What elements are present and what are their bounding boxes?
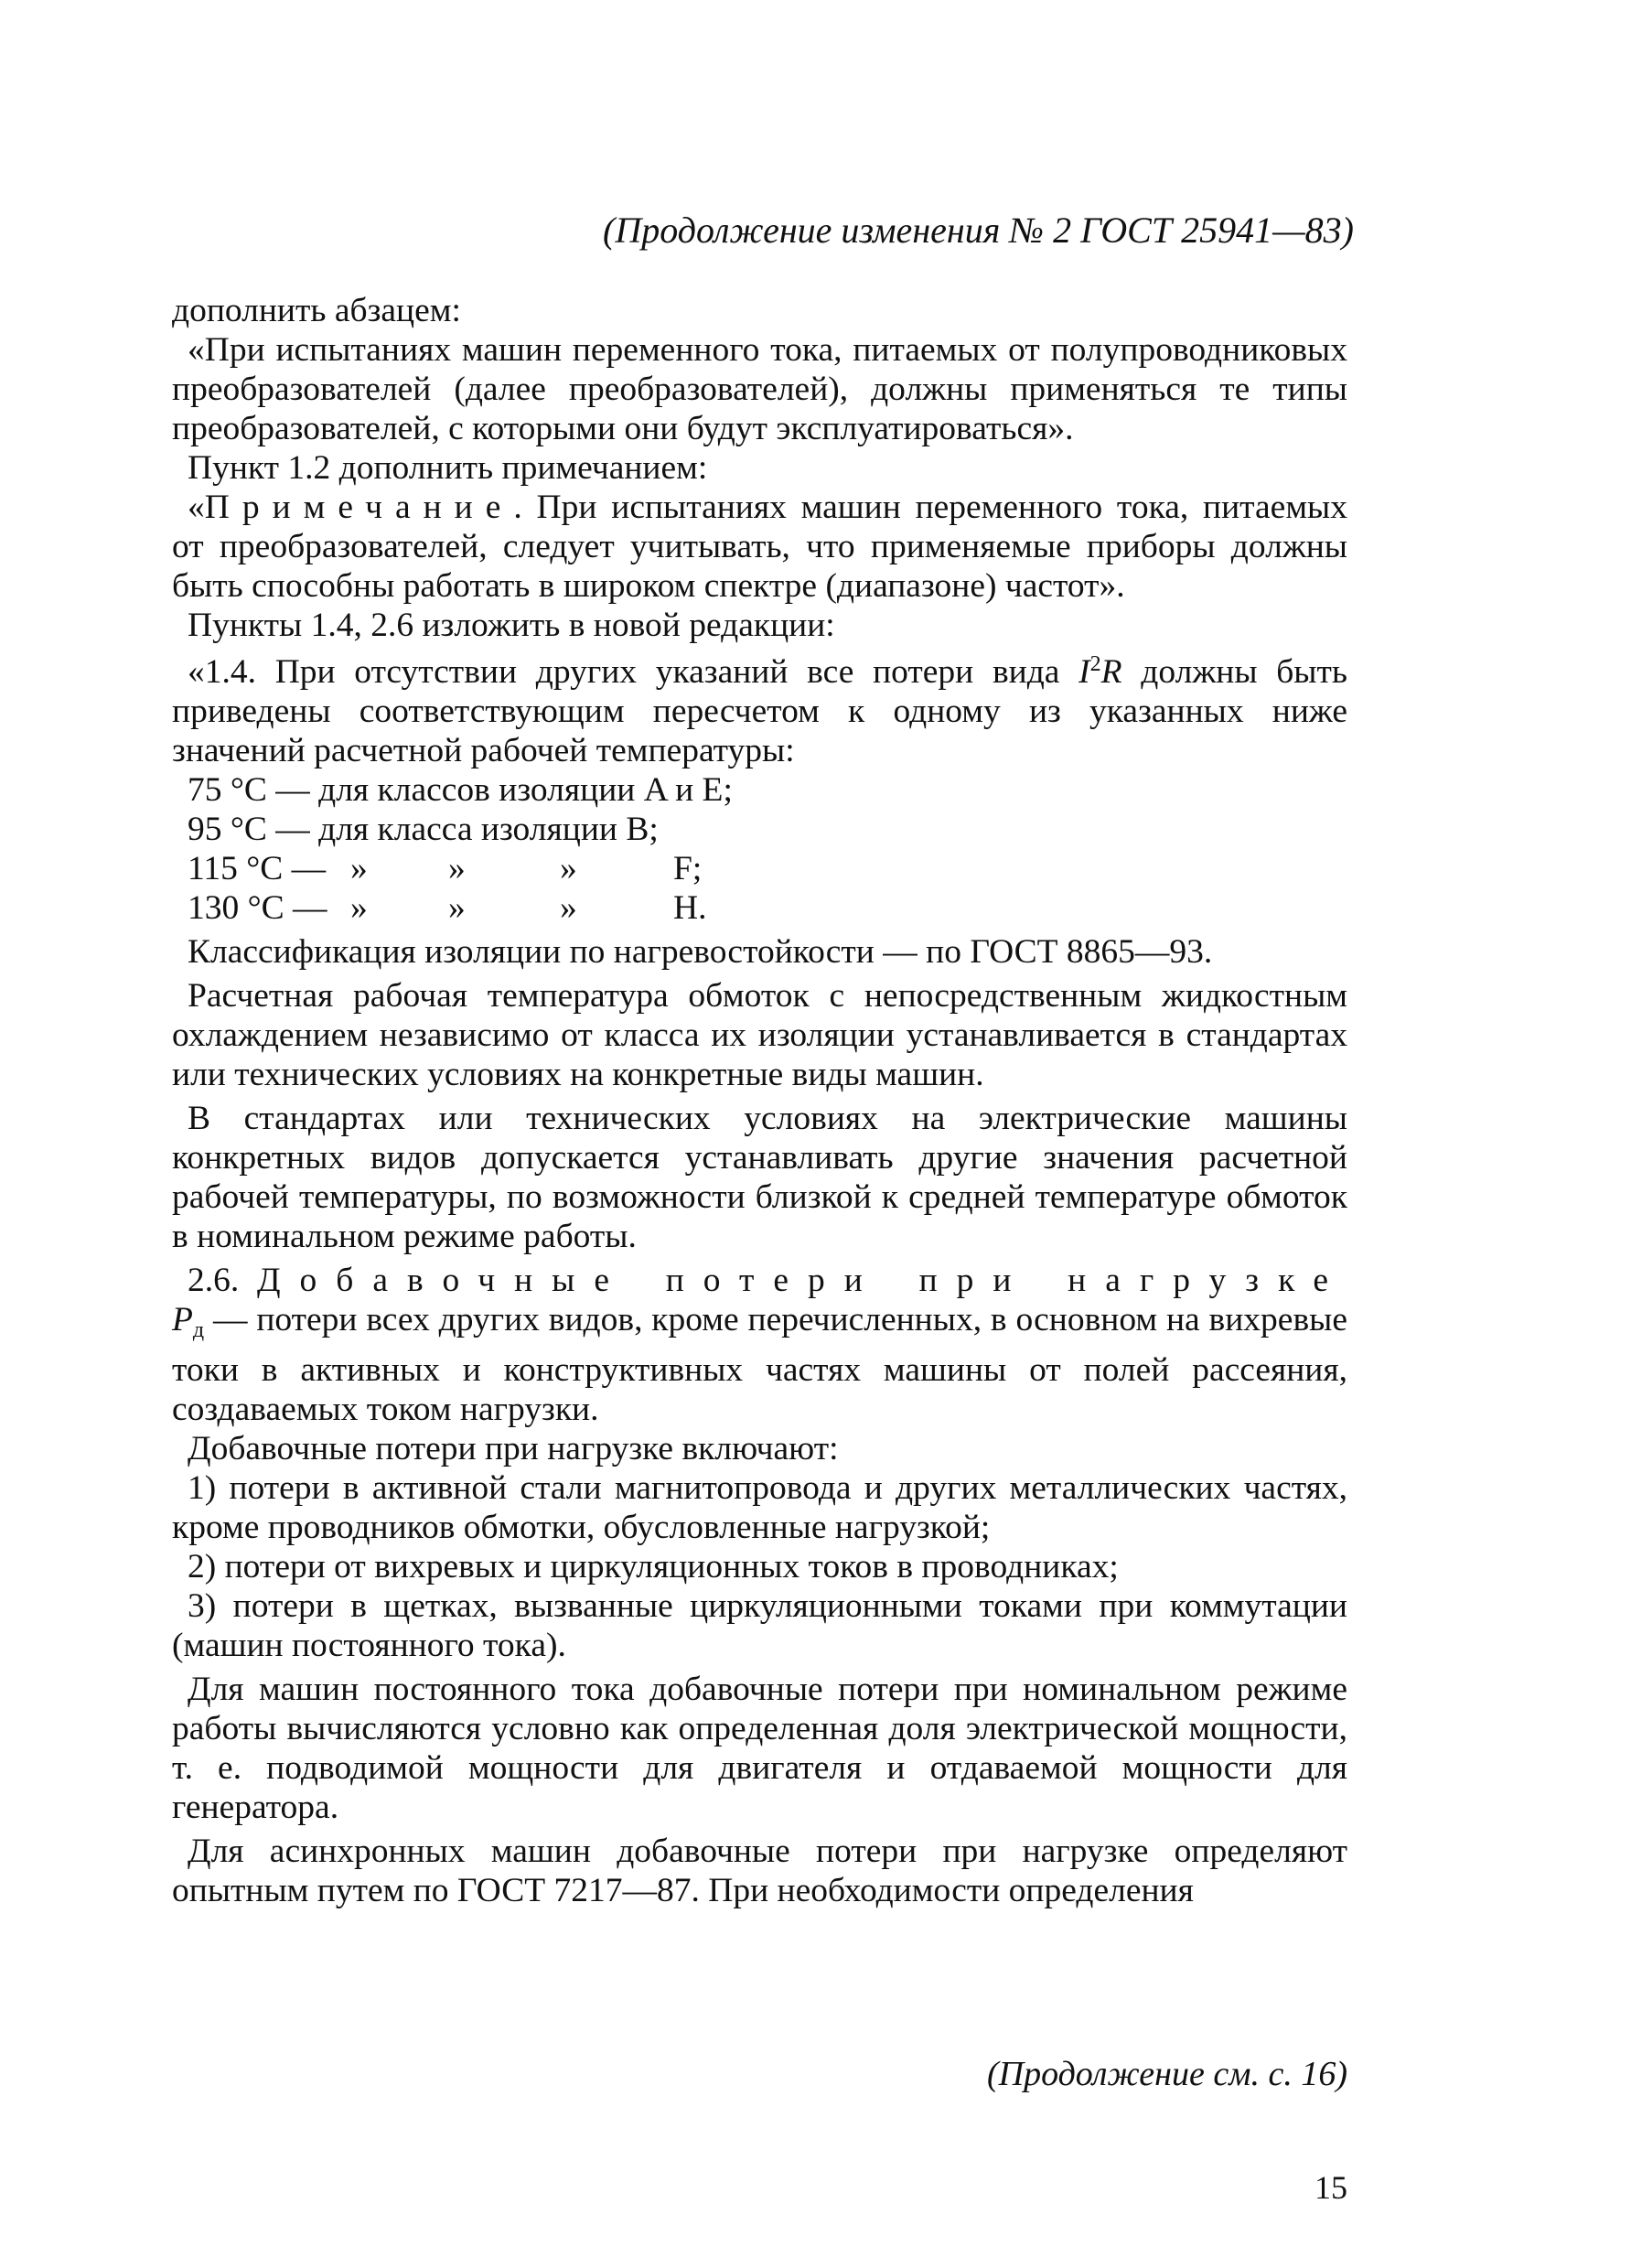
temperature-row-95 bbox=[172, 810, 1347, 849]
paragraph-insulation-classification: Классификация изоляции по нагревостойкости — по ГОСТ 8865—93. bbox=[188, 933, 1213, 971]
formula-resistance-symbol: R bbox=[1100, 653, 1122, 691]
temperature-row-130 bbox=[172, 888, 1347, 928]
item-2-6-text: — потери всех других видов, кроме перечисленных, в основном на вихревые токи в активных и конструктивных частях машины от полей рассеяния, создаваемых током нагрузки. bbox=[172, 1301, 1347, 1428]
item-2-6-number: 2.6. bbox=[188, 1262, 257, 1299]
paragraph-item-2-6 bbox=[172, 1261, 1347, 1429]
paragraph-item-1-4 bbox=[172, 645, 1347, 770]
ditto-mark: » bbox=[448, 850, 466, 887]
paragraph-async-machines: Для асинхронных машин добавочные потери при нагрузке определяют опытным путем по ГОСТ 7217—87. При необходимости определения bbox=[172, 1833, 1347, 1909]
load-loss-subscript: д bbox=[192, 1318, 205, 1342]
note-label: Примечание bbox=[204, 489, 514, 526]
continuation-footer: (Продолжение см. с. 16) bbox=[986, 2055, 1347, 2093]
temperature-row-95-text: 95 °C — для класса изоляции B; bbox=[188, 811, 659, 848]
item-2-6-term: Добавочные потери при нагрузке bbox=[256, 1262, 1347, 1299]
page-number: 15 bbox=[1314, 2169, 1347, 2206]
continuation-header: (Продолжение изменения № 2 ГОСТ 25941—83) bbox=[603, 210, 1354, 251]
temperature-value: 130 °C — bbox=[188, 889, 327, 927]
ditto-mark: » bbox=[560, 889, 577, 927]
paragraph-converters-quote: «При испытаниях машин переменного тока, питаемых от полупроводниковых преобразователей (далее преобразователей), должны применяться те типы преобразователей, с которыми они будут эксплуатироваться». bbox=[172, 331, 1347, 447]
formula-exponent: 2 bbox=[1089, 652, 1101, 676]
ditto-mark: » bbox=[560, 850, 577, 887]
ditto-mark: » bbox=[448, 889, 466, 927]
formula-current-symbol: I bbox=[1078, 653, 1090, 691]
insulation-class: H. bbox=[673, 889, 707, 927]
item-1-4-text-b: должны быть приведены соответствующим пересчетом к одному из указанных ниже значений расчетной рабочей температуры: bbox=[172, 653, 1347, 769]
temperature-value: 115 °C — bbox=[188, 850, 327, 887]
note-text: . При испытаниях машин переменного тока, питаемых от преобразователей, следует учитывать, что применяемые приборы должны быть способны работать в широком спектре (диапазоне) частот». bbox=[172, 489, 1347, 605]
load-loss-symbol: P bbox=[172, 1301, 193, 1338]
ditto-mark: » bbox=[350, 850, 368, 887]
insulation-class: F; bbox=[673, 850, 703, 887]
item-1-4-text-a: «1.4. При отсутствии других указаний все потери вида bbox=[188, 653, 1079, 691]
ditto-mark: » bbox=[350, 889, 368, 927]
list-item-3: 3) потери в щетках, вызванные циркуляционными токами при коммутации (машин постоянного тока). bbox=[172, 1587, 1347, 1664]
paragraph-add-clause: дополнить абзацем: bbox=[172, 292, 461, 329]
list-item-1: 1) потери в активной стали магнитопровода и других металлических частях, кроме проводников обмотки, обусловленные нагрузкой; bbox=[172, 1469, 1347, 1546]
paragraph-dc-machines: Для машин постоянного тока добавочные потери при номинальном режиме работы вычисляются условно как определенная доля электрической мощности, т. е. подводимой мощности для двигателя и отдаваемой мощности для генератора. bbox=[172, 1671, 1347, 1826]
note-open-quote: « bbox=[188, 489, 205, 526]
paragraph-includes: Добавочные потери при нагрузке включают: bbox=[188, 1430, 839, 1467]
temperature-row-115 bbox=[172, 849, 1347, 888]
paragraph-other-temperatures: В стандартах или технических условиях на электрические машины конкретных видов допускается устанавливать другие значения расчетной рабочей температуры, по возможности близкой к средней температуре обмоток в номинальном режиме работы. bbox=[172, 1100, 1347, 1255]
temperature-row-75 bbox=[172, 770, 1347, 810]
temperature-row-75-text: 75 °C — для классов изоляции A и E; bbox=[188, 771, 733, 809]
paragraph-note bbox=[172, 488, 1347, 606]
paragraph-items-1-4-2-6: Пункты 1.4, 2.6 изложить в новой редакции: bbox=[188, 607, 835, 644]
document-body bbox=[172, 291, 1347, 1910]
paragraph-liquid-cooling: Расчетная рабочая температура обмоток с непосредственным жидкостным охлаждением независимо от класса их изоляции устанавливается в стандартах или технических условиях на конкретные виды машин. bbox=[172, 977, 1347, 1093]
paragraph-item-1-2: Пункт 1.2 дополнить примечанием: bbox=[188, 449, 708, 487]
list-item-2: 2) потери от вихревых и циркуляционных токов в проводниках; bbox=[188, 1548, 1119, 1585]
